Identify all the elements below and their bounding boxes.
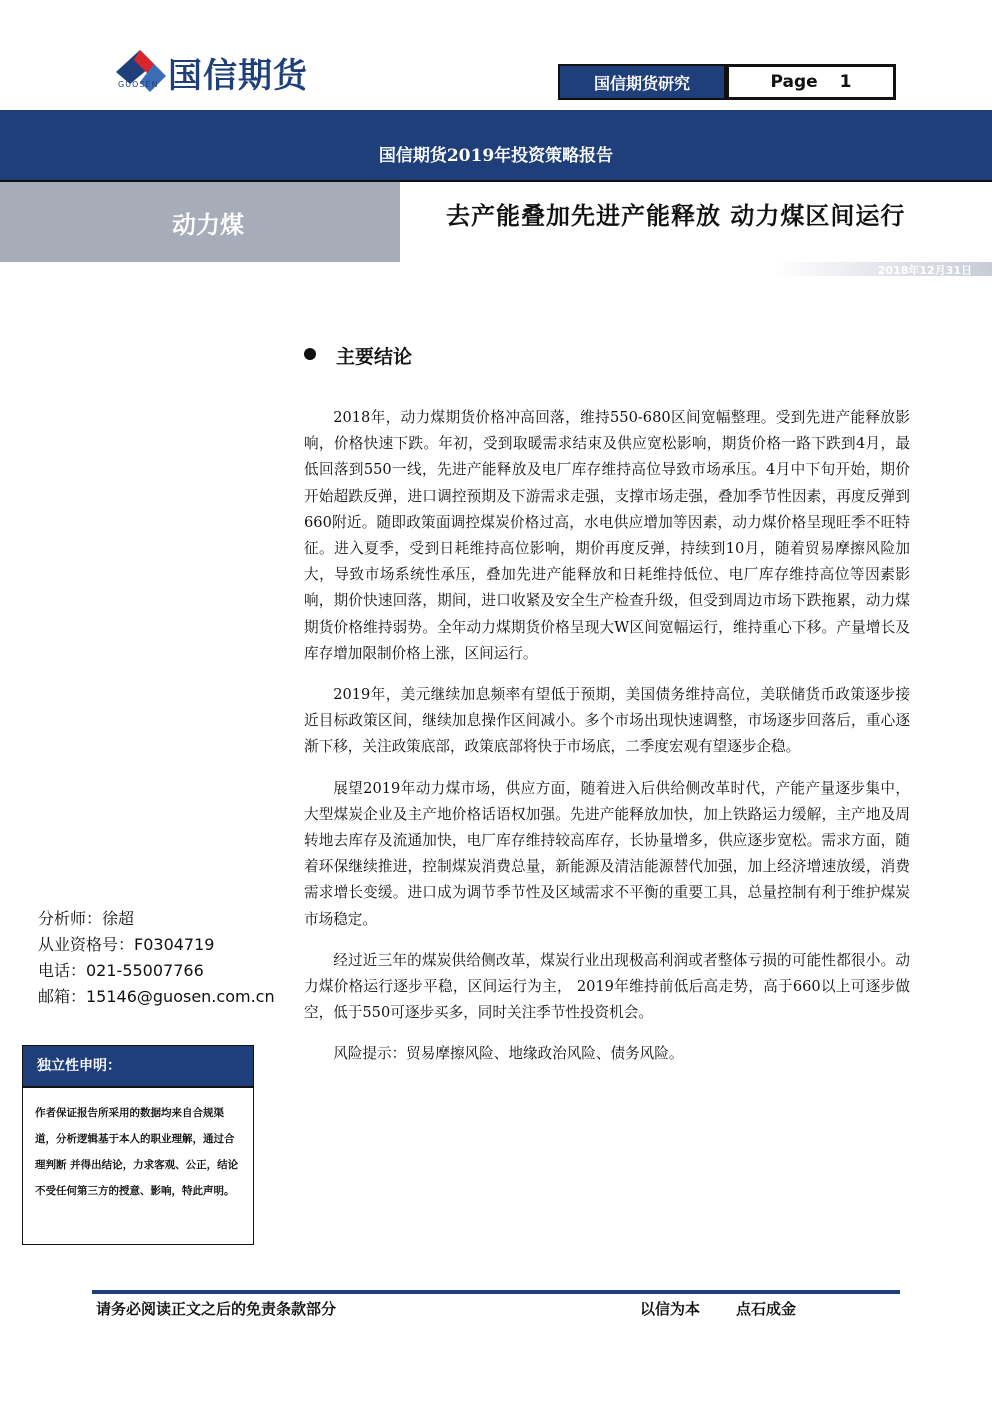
paragraph: 2018年，动力煤期货价格冲高回落，维持550-680区间宽幅整理。受到先进产能释放影响，价格快速下跌。年初，受到取暖需求结束及供应宽松影响，期货价格一路下跌到4月，最低回落到550一线，先进产能释放及电厂库存维持高位导致市场承压。4月中下旬开始，期价开始超跌反弹，进口调控预期及下游需求走强，支撑市场走强，叠加季节性因素，再度反弹到660附近。随即政策面调控煤炭价格过高，水电供应增加等因素，动力煤价格呈现旺季不旺特征。进入夏季，受到日耗维持高位影响，期价再度反弹，持续到10月，随着贸易摩擦风险加大，导致市场系统性承压，叠加先进产能释放和日耗维持低位、电厂库存维持高位等因素影响，期价快速回落，期间，进口收紧及安全生产检查升级，但受到周边市场下跌拖累，动力煤期货价格维持弱势。全年动力煤期货价格呈现大W区间宽幅运行，维持重心下移。产量增长及库存增加限制价格上涨，区间运行。 (304, 409, 910, 662)
slogan-2: 点石成金 (736, 1300, 797, 1318)
analyst-name: 分析师：徐超 (38, 909, 135, 928)
page-number: 1 (839, 72, 852, 92)
paragraph: 风险提示：贸易摩擦风险、地缘政治风险、债务风险。 (333, 1045, 684, 1063)
analyst-email: 邮箱：15146@guosen.com.cn (38, 987, 275, 1006)
research-label-box (558, 64, 726, 100)
footer-disclaimer: 请务必阅读正文之后的免责条款部分 (96, 1300, 337, 1318)
category-label: 动力煤 (172, 209, 244, 239)
series-title: 国信期货2019年投资策略报告 (378, 145, 614, 166)
footer-slogan (640, 1298, 796, 1319)
independence-declaration (22, 1045, 254, 1245)
paragraph: 2019年，美元继续加息频率有望低于预期，美国债务维持高位，美联储货币政策逐步接近目标政策区间，继续加息操作区间减小。多个市场出现快速调整，市场逐步回落后，重心逐渐下移，关注政策底部，政策底部将快于市场底，二季度宏观有望逐步企稳。 (304, 686, 910, 756)
logo-subtext: GUOSEN (118, 80, 159, 89)
analyst-license: 从业资格号：F0304719 (38, 935, 215, 954)
bullet-icon (304, 348, 316, 360)
analyst-phone: 电话：021-55007766 (38, 961, 204, 980)
slogan-1: 以信为本 (640, 1300, 701, 1318)
research-label: 国信期货研究 (593, 73, 690, 93)
paragraph: 经过近三年的煤炭供给侧改革，煤炭行业出现极高利润或者整体亏损的可能性都很小。动力煤价格运行逐步平稳，区间运行为主， 2019年维持前低后高走势，高于660以上可逐步做空，低于550可逐步买多，同时关注季节性投资机会。 (304, 951, 910, 1022)
footer-divider (92, 1290, 900, 1294)
declaration-body: 作者保证报告所采用的数据均来自合规渠道，分析逻辑基于本人的职业理解，通过合理判断 并得出结论，力求客观、公正，结论不受任何第三方的授意、影响，特此声明。 (35, 1107, 239, 1197)
page-indicator (726, 64, 896, 100)
page-label: Page (770, 72, 818, 92)
report-date: 2018年12月31日 (877, 264, 972, 277)
date-band (0, 262, 992, 276)
category-band (0, 182, 400, 262)
paragraph: 展望2019年动力煤市场，供应方面，随着进入后供给侧改革时代，产能产量逐步集中，大型煤炭企业及主产地价格话语权加强。先进产能释放加快，加上铁路运力缓解，主产地及周转地去库存及流通加快，电厂库存维持较高库存，长协量增多，供应逐步宽松。需求方面，随着环保继续推进，控制煤炭消费总量，新能源及清洁能源替代加强，加上经济增速放缓，消费需求增长变缓。进口成为调节季节性及区域需求不平衡的重要工具，总量控制有利于维护煤炭市场稳定。 (304, 779, 910, 928)
declaration-heading: 独立性申明： (23, 1046, 253, 1088)
series-title-band (0, 110, 992, 182)
analyst-info (38, 906, 275, 1010)
report-title: 去产能叠加先进产能释放 动力煤区间运行 (446, 201, 906, 230)
logo-text: 国信期货 (168, 56, 308, 96)
main-content (304, 405, 910, 1083)
section-title: 主要结论 (336, 346, 413, 368)
